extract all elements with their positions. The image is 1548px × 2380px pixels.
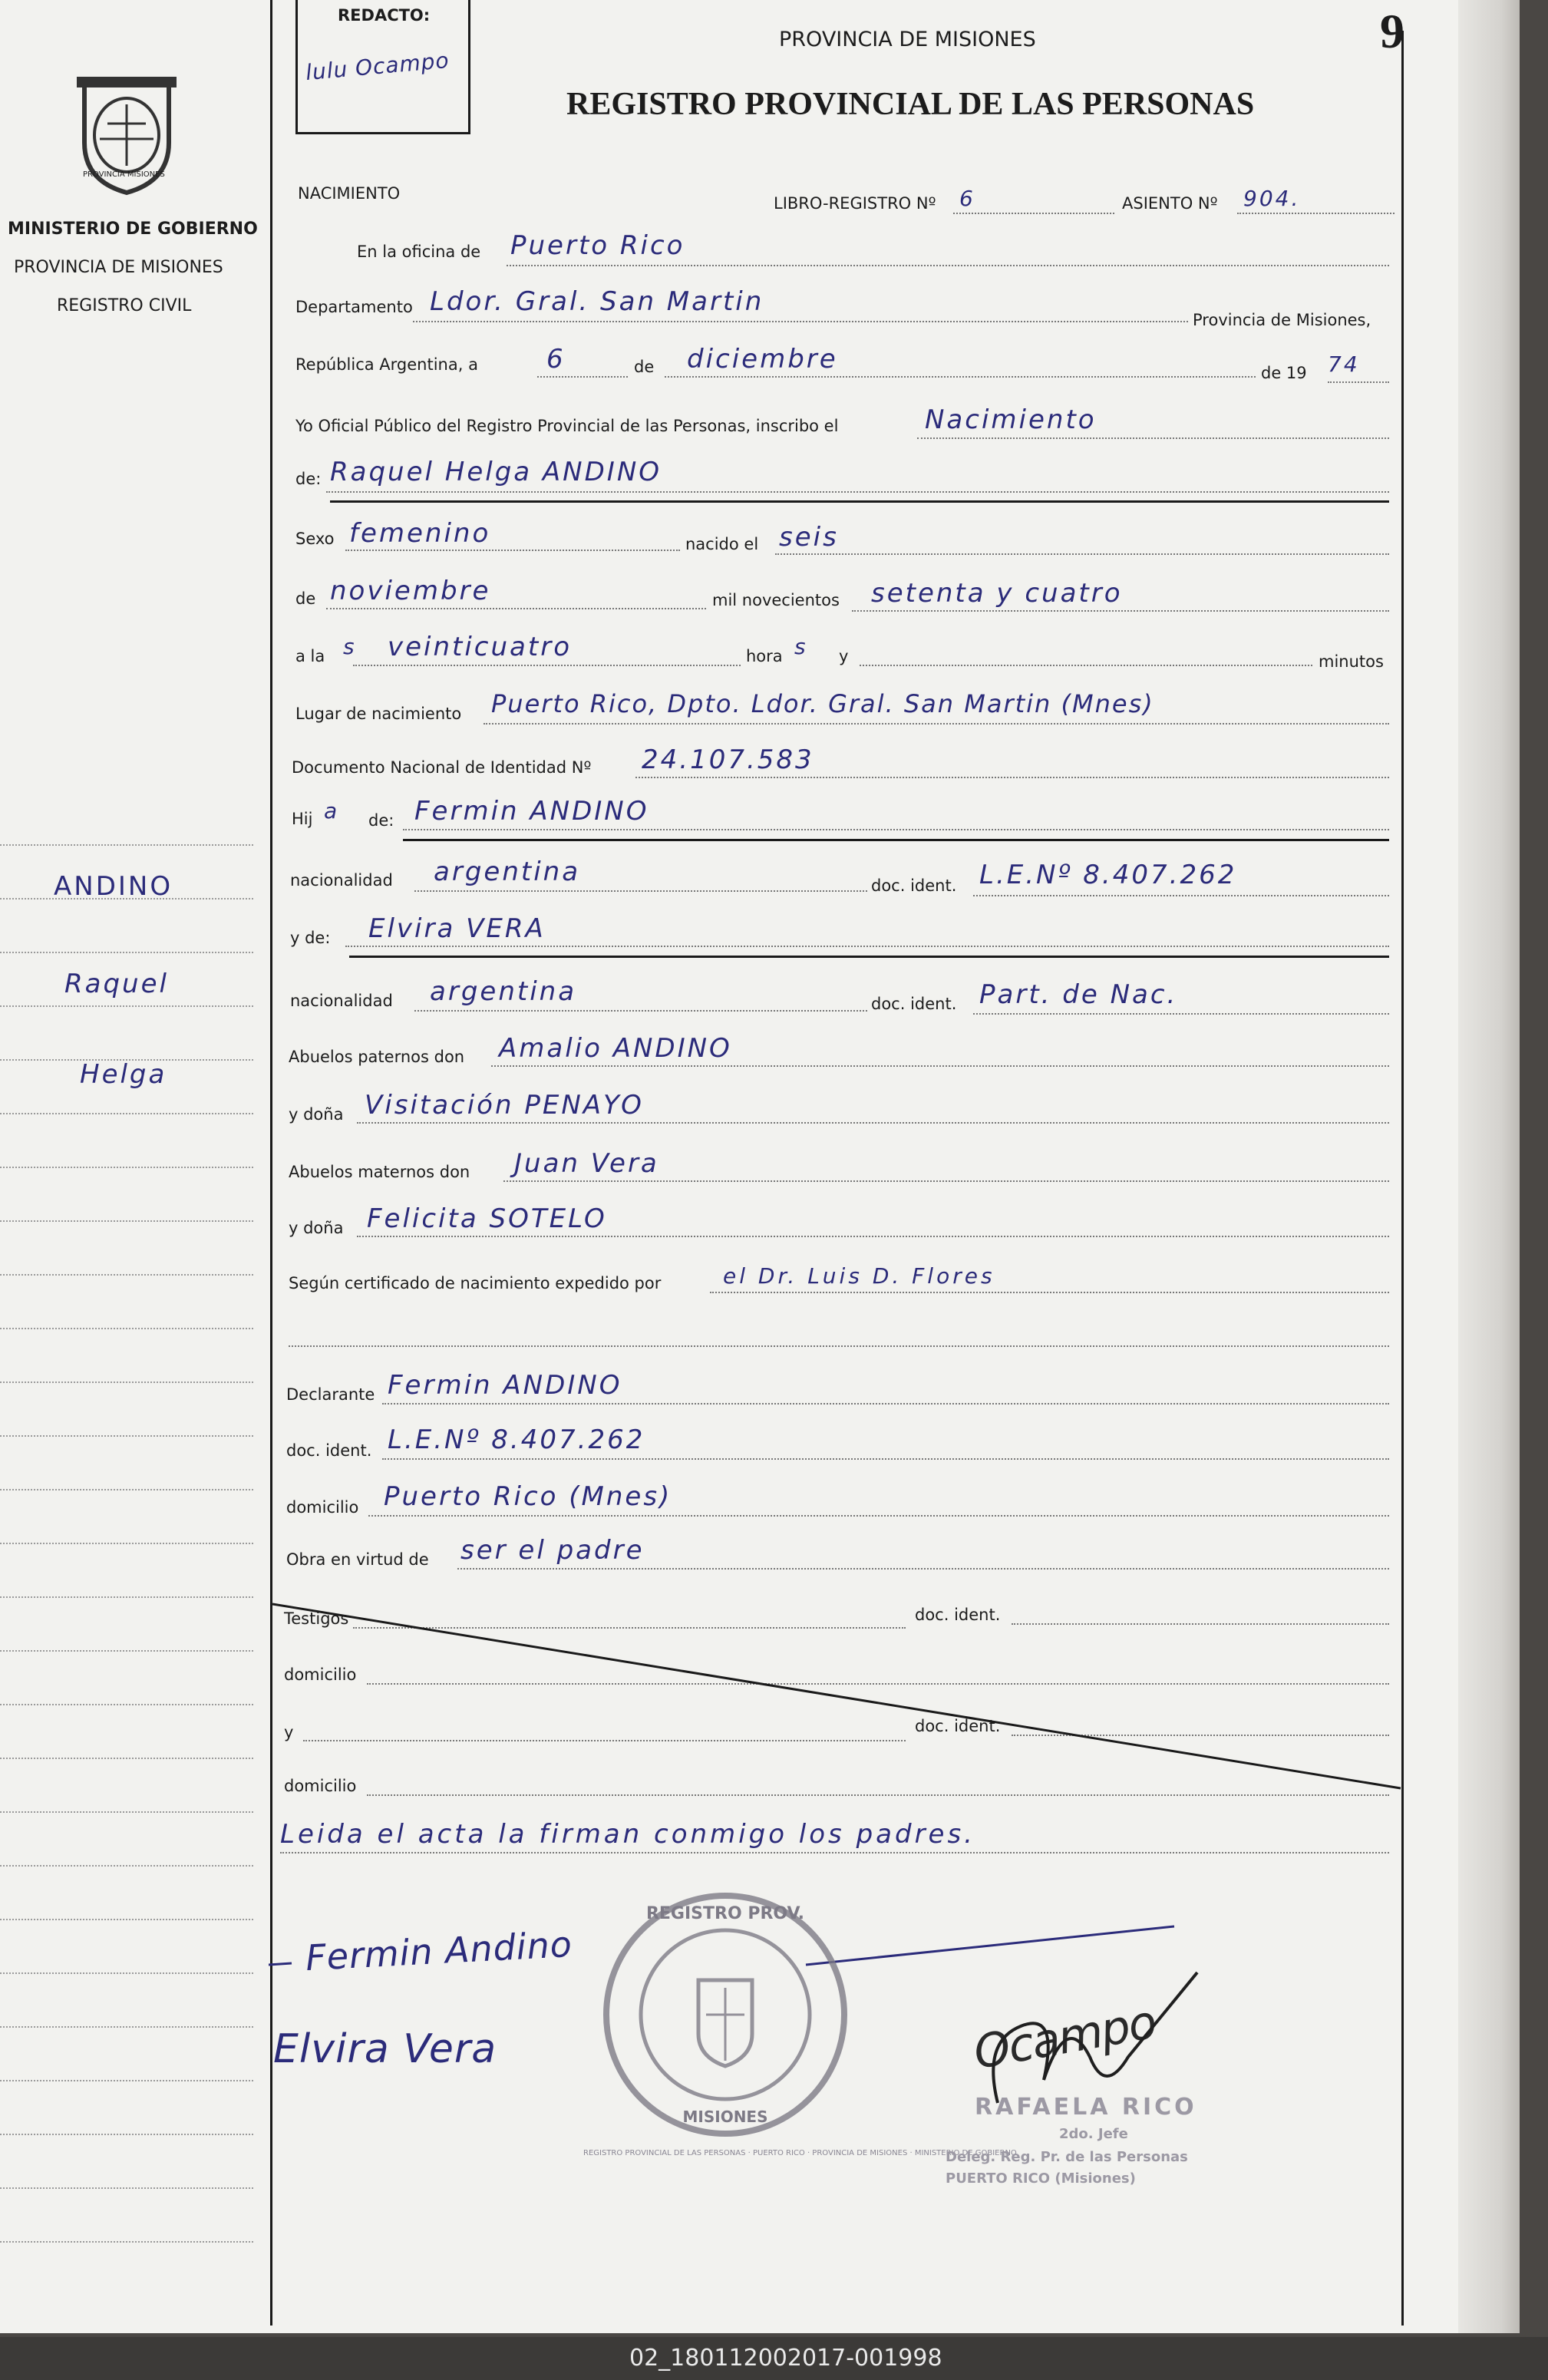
margin-line [0, 1274, 253, 1276]
official-stamp-line4: PUERTO RICO (Misiones) [946, 2170, 1136, 2187]
province-heading: PROVINCIA DE MISIONES [779, 28, 1036, 51]
domicilio-dots [368, 1515, 1389, 1517]
official-stamp-text: REGISTRO PROVINCIAL DE LAS PERSONAS · PUERTO RICO · PROVINCIA DE MISIONES · MINISTERIO DE GOBIERNO [583, 2149, 1017, 2157]
right-frame-line [1401, 31, 1404, 2326]
padre-nac: argentina [434, 857, 581, 887]
official-stamp-icon [599, 1888, 852, 2141]
madre-dots [345, 946, 1389, 947]
page-edge [1458, 0, 1520, 2333]
svg-text:REGISTRO PROV.: REGISTRO PROV. [645, 1904, 805, 1923]
y2-doc-label: doc. ident. [915, 1717, 1001, 1735]
abmat-dots [503, 1180, 1389, 1182]
lugar-value: Puerto Rico, Dpto. Ldor. Gral. San Martin (Mnes) [491, 689, 1154, 718]
lugar-dots [484, 723, 1389, 725]
madre-doc-dots [973, 1013, 1389, 1015]
margin-line [0, 1758, 253, 1759]
yde-label: y de: [290, 929, 331, 947]
margin-line [0, 844, 253, 846]
libro-value: 6 [959, 186, 975, 211]
ministry-line1: MINISTERIO DE GOBIERNO [8, 220, 258, 239]
svg-text:MISIONES: MISIONES [682, 2108, 768, 2126]
cert-value: el Dr. Luis D. Flores [723, 1263, 995, 1289]
obra-value: ser el padre [460, 1535, 645, 1566]
abmat-dona-dots [357, 1236, 1389, 1237]
hij-suffix: a [324, 798, 340, 824]
abmat-value: Juan Vera [514, 1148, 659, 1179]
minutos-label: minutos [1319, 652, 1384, 671]
declarante-value: Fermin ANDINO [388, 1370, 622, 1401]
dni-dots [635, 777, 1389, 778]
nacido-year: setenta y cuatro [871, 578, 1123, 609]
margin-line [0, 1489, 253, 1490]
abmat-label: Abuelos maternos don [289, 1163, 470, 1181]
decl-doc-value: L.E.Nº 8.407.262 [388, 1424, 645, 1455]
cert-dots [710, 1292, 1389, 1293]
margin-line [0, 1919, 253, 1920]
madre-docident-label: doc. ident. [871, 995, 957, 1013]
section-label: NACIMIENTO [298, 184, 401, 203]
image-footer [0, 2337, 1548, 2380]
testigos-doc-label: doc. ident. [915, 1606, 1001, 1624]
margin-line [0, 1972, 253, 1974]
libro-label: LIBRO-REGISTRO Nº [774, 194, 936, 213]
madre-doc: Part. de Nac. [979, 979, 1178, 1010]
testigos-strike [272, 1600, 1404, 1792]
dni-label: Documento Nacional de Identidad Nº [292, 758, 592, 777]
margin-line [0, 2241, 253, 2243]
nacido-label: nacido el [685, 535, 759, 553]
y-label: y [839, 647, 849, 665]
year-dots [1328, 381, 1389, 383]
sexo-value: femenino [349, 518, 491, 549]
nacido-year-dots [852, 610, 1389, 612]
testigos-label: Testigos [284, 1609, 349, 1628]
ydona2-label: y doña [289, 1219, 344, 1237]
name-de-label: de: [295, 470, 322, 488]
day-dots [537, 376, 628, 378]
margin-line [0, 1113, 253, 1114]
abpat-label: Abuelos paternos don [289, 1048, 465, 1066]
padre-nac-dots [414, 890, 867, 892]
sexo-label: Sexo [295, 530, 335, 548]
domicilio-value: Puerto Rico (Mnes) [384, 1481, 672, 1512]
margin-line [0, 1543, 253, 1544]
month-value: diciembre [687, 344, 838, 375]
republica-label: República Argentina, a [295, 355, 478, 374]
dni-value: 24.107.583 [642, 744, 814, 775]
madre-nac: argentina [430, 976, 577, 1007]
official-signature: Ocampo [969, 1995, 1160, 2081]
margin-line [0, 1220, 253, 1222]
padre-doc-dots [973, 895, 1389, 896]
abmat-dona: Felicita SOTELO [367, 1203, 607, 1234]
asiento-dots [1237, 213, 1395, 214]
margin-line [0, 1811, 253, 1813]
margin-line [0, 952, 253, 953]
inscribo-label: Yo Oficial Público del Registro Provincial de las Personas, inscribo el [295, 417, 839, 435]
abpat-value: Amalio ANDINO [499, 1033, 732, 1064]
inscribo-dots [917, 437, 1389, 439]
year-label: de 19 [1261, 364, 1307, 382]
margin-line [0, 2187, 253, 2189]
margin-name2: Helga [80, 1059, 167, 1090]
abpat-dona: Visitación PENAYO [365, 1090, 644, 1121]
dom3-dots [367, 1794, 1389, 1796]
hij-label: Hij [292, 810, 313, 828]
cert-dots-2 [289, 1345, 1389, 1347]
oficina-dots [507, 265, 1389, 266]
horas-s: s [794, 634, 808, 659]
libro-dots [953, 213, 1114, 214]
declarante-dots [382, 1403, 1389, 1405]
lugar-label: Lugar de nacimiento [295, 705, 462, 723]
official-stamp-line1: RAFAELA RICO [975, 2094, 1197, 2121]
de2-label: de [295, 589, 316, 608]
de-label: de [634, 358, 655, 376]
hora-dots [353, 665, 741, 666]
margin-line [0, 2134, 253, 2135]
day-value: 6 [546, 344, 566, 375]
asiento-label: ASIENTO Nº [1122, 194, 1218, 213]
decl-doc-label: doc. ident. [286, 1441, 372, 1460]
month-dots [665, 376, 1256, 378]
dom3-label: domicilio [284, 1777, 357, 1795]
madre-rule [349, 956, 1389, 958]
oficina-value: Puerto Rico [510, 230, 685, 261]
registry-title: REGISTRO PROVINCIAL DE LAS PERSONAS [566, 87, 1255, 122]
margin-line [0, 1596, 253, 1598]
nacido-month-dots [326, 608, 706, 609]
decl-doc-dots [382, 1458, 1389, 1460]
departamento-dots [413, 321, 1188, 322]
madre-nac-dots [414, 1010, 867, 1012]
redacto-signature: lulu Ocampo [304, 47, 451, 86]
padre-value: Fermin ANDINO [414, 796, 649, 827]
domicilio-label: domicilio [286, 1498, 359, 1517]
alas-s: s [343, 634, 357, 659]
margin-line [0, 1381, 253, 1383]
padre-doc: L.E.Nº 8.407.262 [979, 860, 1237, 890]
official-stamp-line2: 2do. Jefe [1059, 2126, 1128, 2142]
mother-signature: Elvira Vera [273, 2026, 497, 2072]
abpat-dots [491, 1065, 1389, 1067]
hora-value: veinticuatro [388, 632, 572, 662]
nacido-day: seis [779, 522, 839, 553]
ydona-label: y doña [289, 1105, 344, 1124]
image-id: 02_180112002017-001998 [629, 2345, 942, 2372]
minutos-dots [860, 665, 1312, 666]
hij-de-label: de: [368, 811, 394, 830]
margin-line [0, 1328, 253, 1329]
closing-dots [280, 1852, 1389, 1853]
oficina-label: En la oficina de [357, 243, 481, 261]
nacido-month: noviembre [330, 576, 491, 606]
margin-line [0, 1435, 253, 1437]
sexo-dots [345, 550, 680, 551]
margin-line [0, 1650, 253, 1652]
redacto-label: REDACTO: [338, 6, 431, 25]
padre-rule [403, 839, 1389, 841]
nacido-dots [775, 553, 1389, 555]
margin-line [0, 2026, 253, 2028]
father-signature: Fermin Andino [304, 1923, 574, 1979]
dom2-label: domicilio [284, 1665, 357, 1684]
margin-line [0, 1167, 253, 1168]
obra-dots [457, 1568, 1389, 1570]
departamento-label: Departamento [295, 298, 413, 316]
ministry-line2: PROVINCIA DE MISIONES [14, 258, 223, 277]
official-stamp-line3: Deleg. Reg. Pr. de las Personas [946, 2149, 1188, 2165]
obra-label: Obra en virtud de [286, 1550, 429, 1569]
margin-name1: Raquel [64, 969, 169, 999]
name-rule [330, 500, 1389, 503]
provincia-label: Provincia de Misiones, [1193, 311, 1371, 329]
year-value: 74 [1328, 352, 1360, 377]
padre-nac-label: nacionalidad [290, 871, 393, 890]
ministry-line3: REGISTRO CIVIL [57, 296, 192, 315]
full-name: Raquel Helga ANDINO [330, 457, 662, 487]
cert-label: Según certificado de nacimiento expedido por [289, 1274, 662, 1292]
seal-caption: PROVINCIA MISIONES [83, 170, 165, 179]
page-number: 9 [1380, 4, 1404, 58]
alas-label: a la [295, 647, 325, 665]
asiento-value: 904. [1243, 186, 1301, 211]
madre-value: Elvira VERA [368, 913, 546, 944]
horas-label: hora [746, 647, 783, 665]
departamento-value: Ldor. Gral. San Martin [430, 286, 764, 317]
margin-surname: ANDINO [54, 871, 173, 902]
abpat-dona-dots [357, 1122, 1389, 1124]
padre-dots [403, 829, 1389, 830]
madre-nac-label: nacionalidad [290, 992, 393, 1010]
declarante-label: Declarante [286, 1385, 375, 1404]
y2-label: y [284, 1723, 294, 1741]
mil-label: mil novecientos [712, 591, 840, 609]
margin-line [0, 1005, 253, 1007]
name-dots [326, 491, 1389, 493]
margin-line [0, 1865, 253, 1867]
inscribo-value: Nacimiento [925, 404, 1097, 435]
closing-text: Leida el acta la firman conmigo los padres. [280, 1819, 975, 1850]
margin-line [0, 1704, 253, 1705]
margin-line [0, 2080, 253, 2081]
padre-docident-label: doc. ident. [871, 876, 957, 895]
